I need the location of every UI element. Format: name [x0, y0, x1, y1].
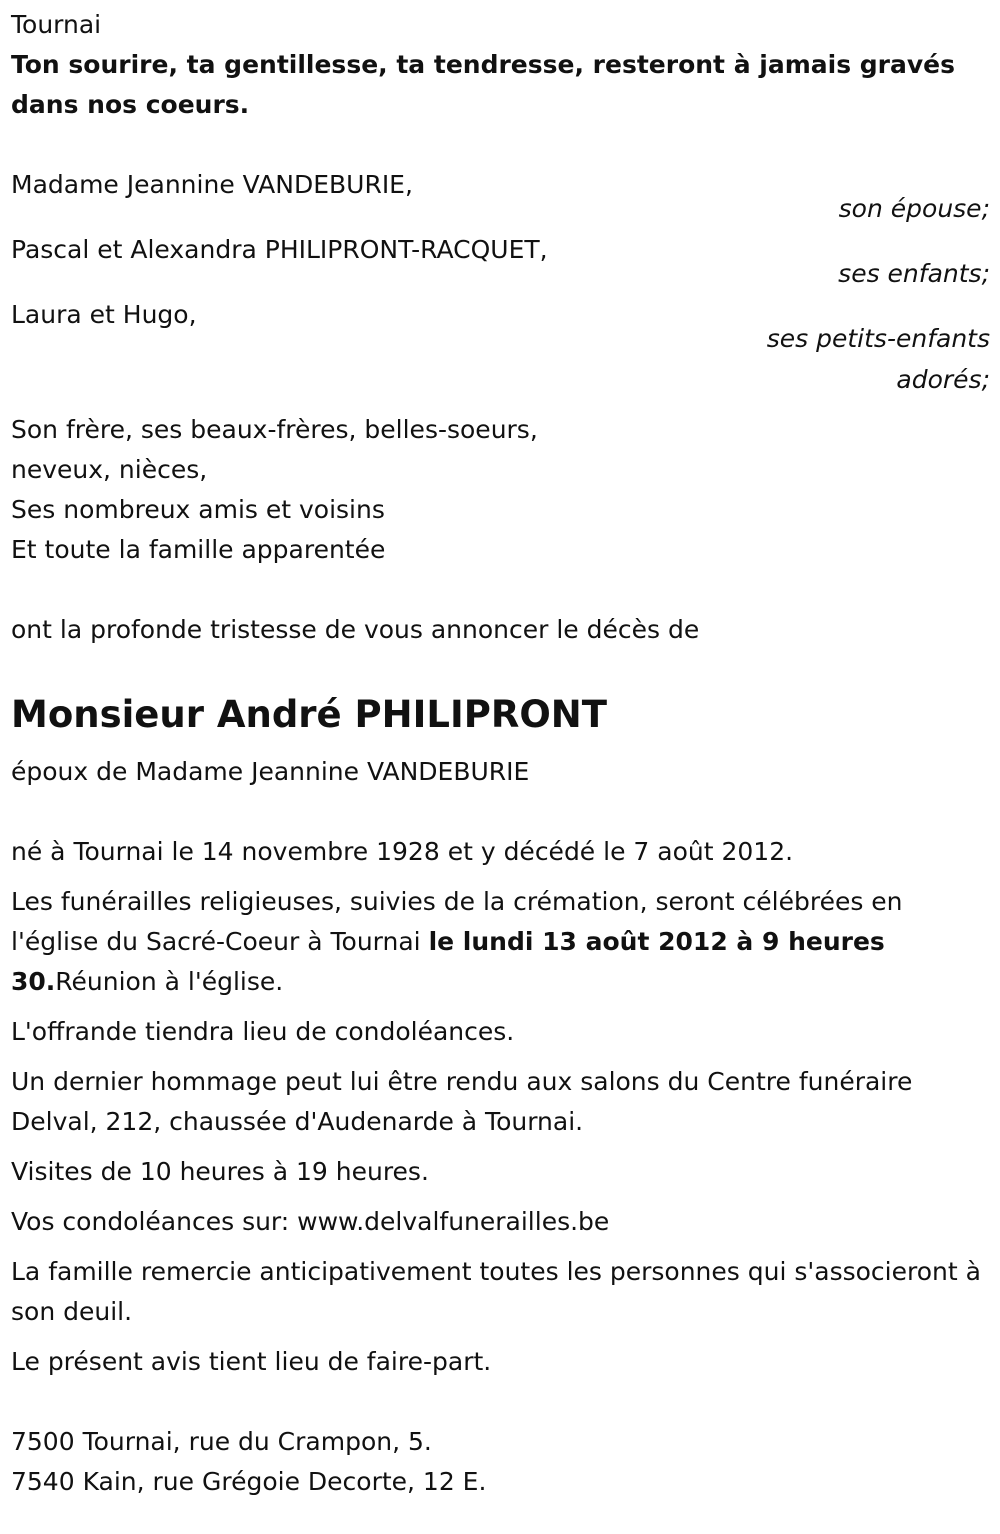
- relative-children: [11, 230, 990, 295]
- spouse-line: époux de Madame Jeannine VANDEBURIE: [11, 757, 530, 786]
- spacer: [11, 792, 990, 832]
- funeral-date-time: le lundi 13 août 2012 à 9 heures 30.: [11, 927, 885, 996]
- others-line: Et toute la famille apparentée: [11, 535, 386, 564]
- notice: Le présent avis tient lieu de faire-part.: [11, 1347, 492, 1376]
- relative-spouse: [11, 165, 990, 230]
- relative-role: ses enfants;: [838, 259, 990, 288]
- relative-role-continued: adorés;: [896, 365, 990, 394]
- address: 7540 Kain, rue Grégoie Decorte, 12 E.: [11, 1467, 487, 1496]
- spacer: [11, 1192, 990, 1202]
- visits: Visites de 10 heures à 19 heures.: [11, 1157, 429, 1186]
- relative-name: Laura et Hugo,: [11, 300, 197, 329]
- relative-role: ses petits-enfants: [766, 324, 990, 353]
- spacer: [11, 570, 990, 610]
- birth-death: né à Tournai le 14 novembre 1928 et y décédé le 7 août 2012.: [11, 837, 794, 866]
- thanks: La famille remercie anticipativement toutes les personnes qui s'associeront à son deuil.: [11, 1257, 981, 1326]
- spacer: [11, 1002, 990, 1012]
- others-line: Son frère, ses beaux-frères, belles-soeurs,: [11, 415, 538, 444]
- relative-grandchildren: [11, 295, 990, 400]
- spacer: [11, 1052, 990, 1062]
- relative-role: son épouse;: [838, 194, 990, 223]
- condolences: Vos condoléances sur: www.delvalfunerailles.be: [11, 1207, 610, 1236]
- epigraph: Ton sourire, ta gentillesse, ta tendresse, resteront à jamais gravés dans nos coeurs.: [11, 50, 956, 119]
- spacer: [11, 1242, 990, 1252]
- spacer: [11, 1332, 990, 1342]
- others-line: Ses nombreux amis et voisins: [11, 495, 385, 524]
- spacer: [11, 872, 990, 882]
- deceased-name: Monsieur André PHILIPRONT: [11, 693, 607, 736]
- funeral-text: Les funérailles religieuses, suivies de la crémation, seront célébrées en l'église du Sacré-Coeur à Tournai: [11, 887, 903, 956]
- location: Tournai: [11, 10, 102, 39]
- funeral-meeting: Réunion à l'église.: [55, 967, 284, 996]
- tribute: Un dernier hommage peut lui être rendu aux salons du Centre funéraire Delval, 212, chaussée d'Audenarde à Tournai.: [11, 1067, 913, 1136]
- address: 7500 Tournai, rue du Crampon, 5.: [11, 1427, 432, 1456]
- spacer: [11, 400, 990, 410]
- others-line: neveux, nièces,: [11, 455, 208, 484]
- spacer: [11, 1142, 990, 1152]
- spacer: [11, 1382, 990, 1422]
- offering: L'offrande tiendra lieu de condoléances.: [11, 1017, 515, 1046]
- announcement: ont la profonde tristesse de vous annoncer le décès de: [11, 615, 700, 644]
- relative-name: Pascal et Alexandra PHILIPRONT-RACQUET,: [11, 235, 548, 264]
- spacer: [11, 125, 990, 165]
- funeral-details: [11, 882, 990, 1002]
- relative-name: Madame Jeannine VANDEBURIE,: [11, 170, 413, 199]
